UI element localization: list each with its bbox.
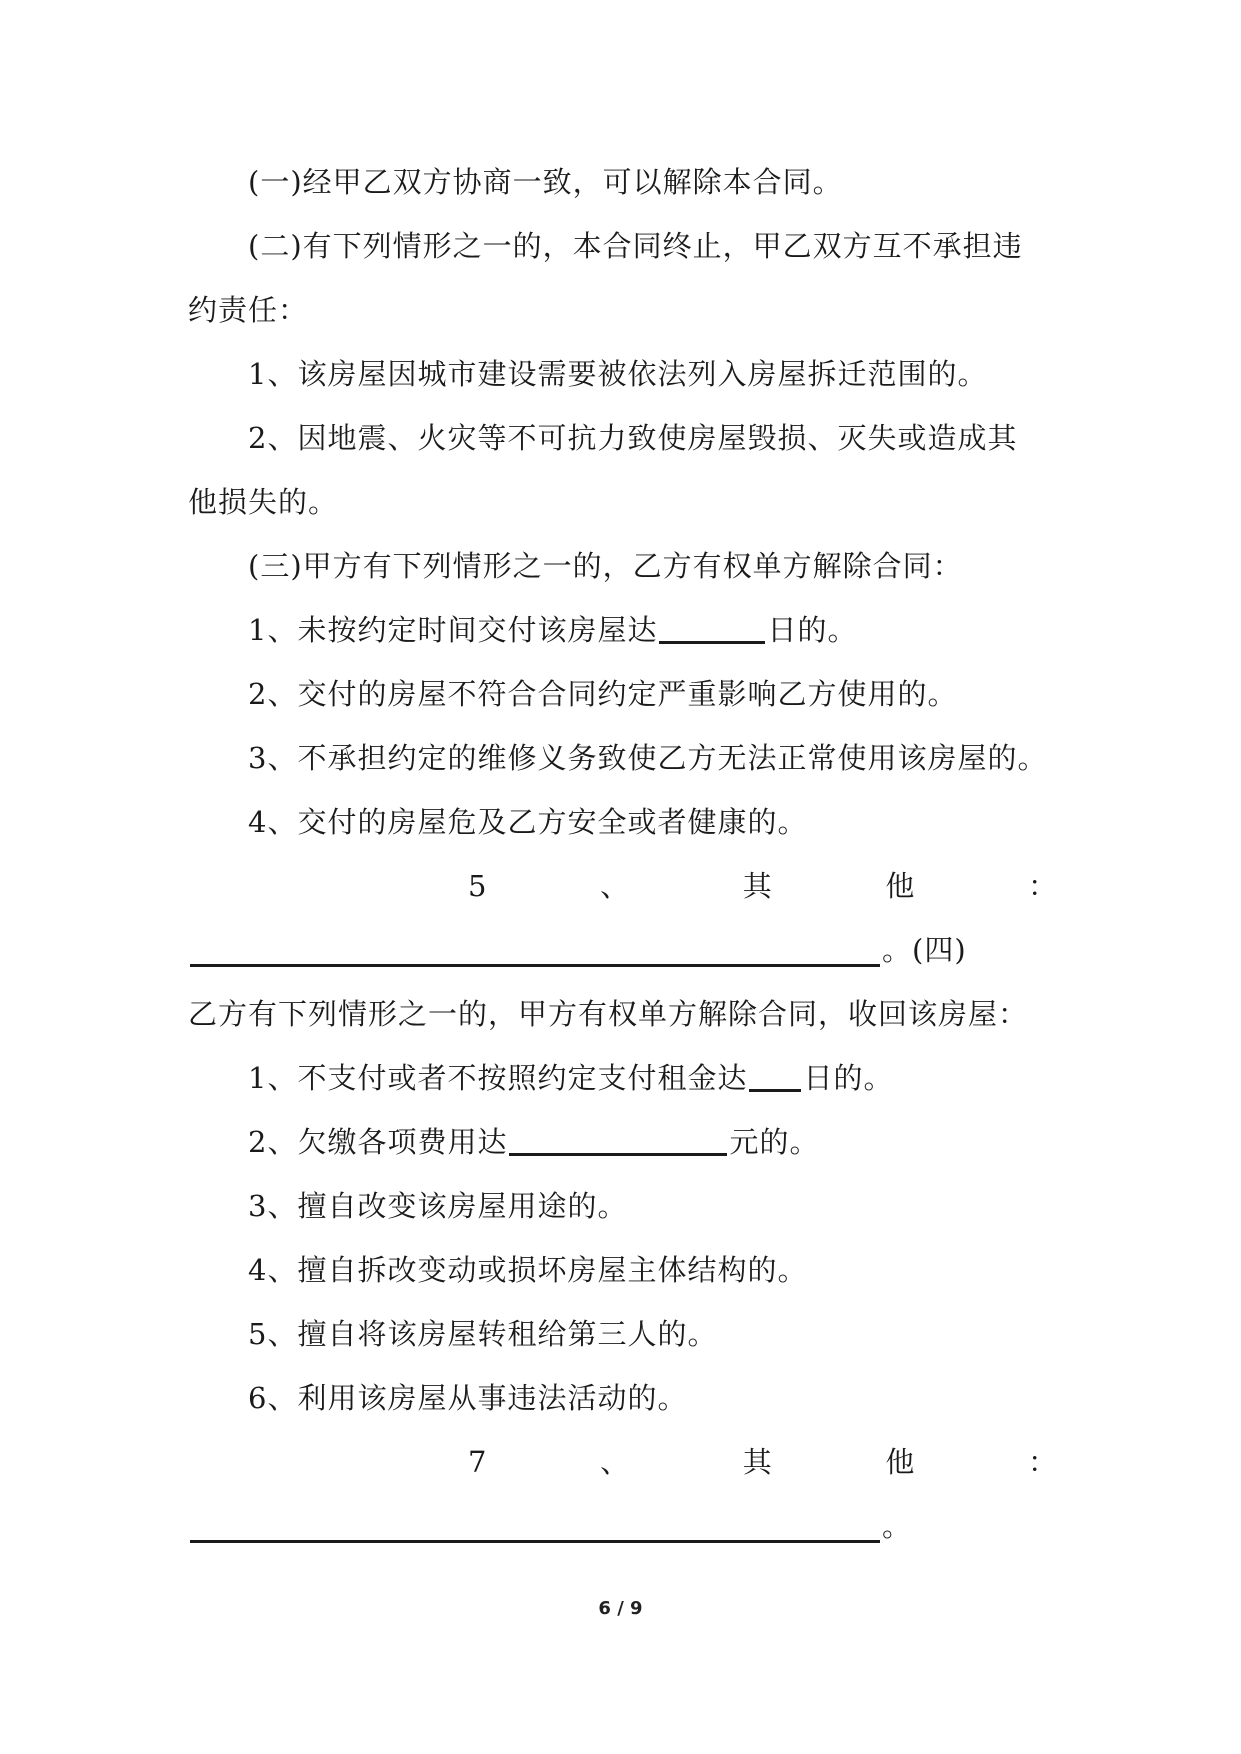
clause-4-item-7-end: 。: [882, 1509, 913, 1543]
clause-3-item-1: [188, 598, 1068, 662]
clause-4-item-1-suffix: 日的。: [803, 1061, 894, 1095]
spread-char: ：: [1027, 1445, 1058, 1479]
clause-3-item-5-blank-line: [188, 918, 1068, 982]
clause-3-item-1-text: 1、未按约定时间交付该房屋达: [248, 613, 658, 647]
spread-char: 他: [885, 869, 916, 903]
fill-blank[interactable]: [749, 1059, 801, 1092]
spread-char: 、: [600, 869, 631, 903]
contract-text: [188, 150, 1068, 1558]
clause-4-item-2-suffix: 元的。: [729, 1125, 820, 1159]
clause-3-item-2: 2、交付的房屋不符合合同约定严重影响乙方使用的。: [248, 677, 958, 711]
clause-4-item-3: 3、擅自改变该房屋用途的。: [248, 1189, 628, 1223]
spread-char: 7: [468, 1445, 488, 1479]
spread-char: 、: [600, 1445, 631, 1479]
clause-3-item-5: [188, 854, 1068, 918]
clause-4-item-6: 6、利用该房屋从事违法活动的。: [248, 1381, 688, 1415]
clause-4-item-2-text: 2、欠缴各项费用达: [248, 1125, 508, 1159]
fill-blank[interactable]: [190, 1510, 880, 1543]
spread-char: 他: [885, 1445, 916, 1479]
clause-2-item-2: 2、因地震、火灾等不可抗力致使房屋毁损、灭失或造成其: [248, 421, 1018, 455]
clause-2-item-1: 1、该房屋因城市建设需要被依法列入房屋拆迁范围的。: [248, 357, 988, 391]
clause-4-lead: 。(四): [882, 933, 967, 967]
fill-blank[interactable]: [509, 1123, 727, 1156]
clause-4: 乙方有下列情形之一的，甲方有权单方解除合同，收回该房屋：: [188, 997, 1029, 1031]
clause-3-item-4: 4、交付的房屋危及乙方安全或者健康的。: [248, 805, 808, 839]
fill-blank[interactable]: [659, 611, 765, 644]
clause-4-item-2: [188, 1110, 1068, 1174]
spread-char: 5: [468, 869, 488, 903]
clause-4-item-7-blank-line: [188, 1494, 1068, 1558]
clause-4-item-4: 4、擅自拆改变动或损坏房屋主体结构的。: [248, 1253, 808, 1287]
clause-1: (一)经甲乙双方协商一致，可以解除本合同。: [248, 165, 843, 199]
fill-blank[interactable]: [190, 934, 880, 967]
spread-char: ：: [1027, 869, 1058, 903]
clause-4-item-5: 5、擅自将该房屋转租给第三人的。: [248, 1317, 718, 1351]
clause-2-item-2-cont: 他损失的。: [188, 485, 339, 519]
clause-4-item-1-text: 1、不支付或者不按照约定支付租金达: [248, 1061, 748, 1095]
clause-4-item-1: [188, 1046, 1068, 1110]
clause-3-item-1-suffix: 日的。: [767, 613, 858, 647]
spread-char: 其: [742, 869, 773, 903]
clause-3-item-3: 3、不承担约定的维修义务致使乙方无法正常使用该房屋的。: [248, 741, 1048, 775]
page-number: 6 / 9: [598, 1598, 643, 1619]
clause-4-item-7: [188, 1430, 1068, 1494]
clause-3: (三)甲方有下列情形之一的，乙方有权单方解除合同：: [248, 549, 963, 583]
clause-2: (二)有下列情形之一的，本合同终止，甲乙双方互不承担违: [248, 229, 1023, 263]
spread-char: 其: [742, 1445, 773, 1479]
clause-2-cont: 约责任：: [188, 293, 309, 327]
